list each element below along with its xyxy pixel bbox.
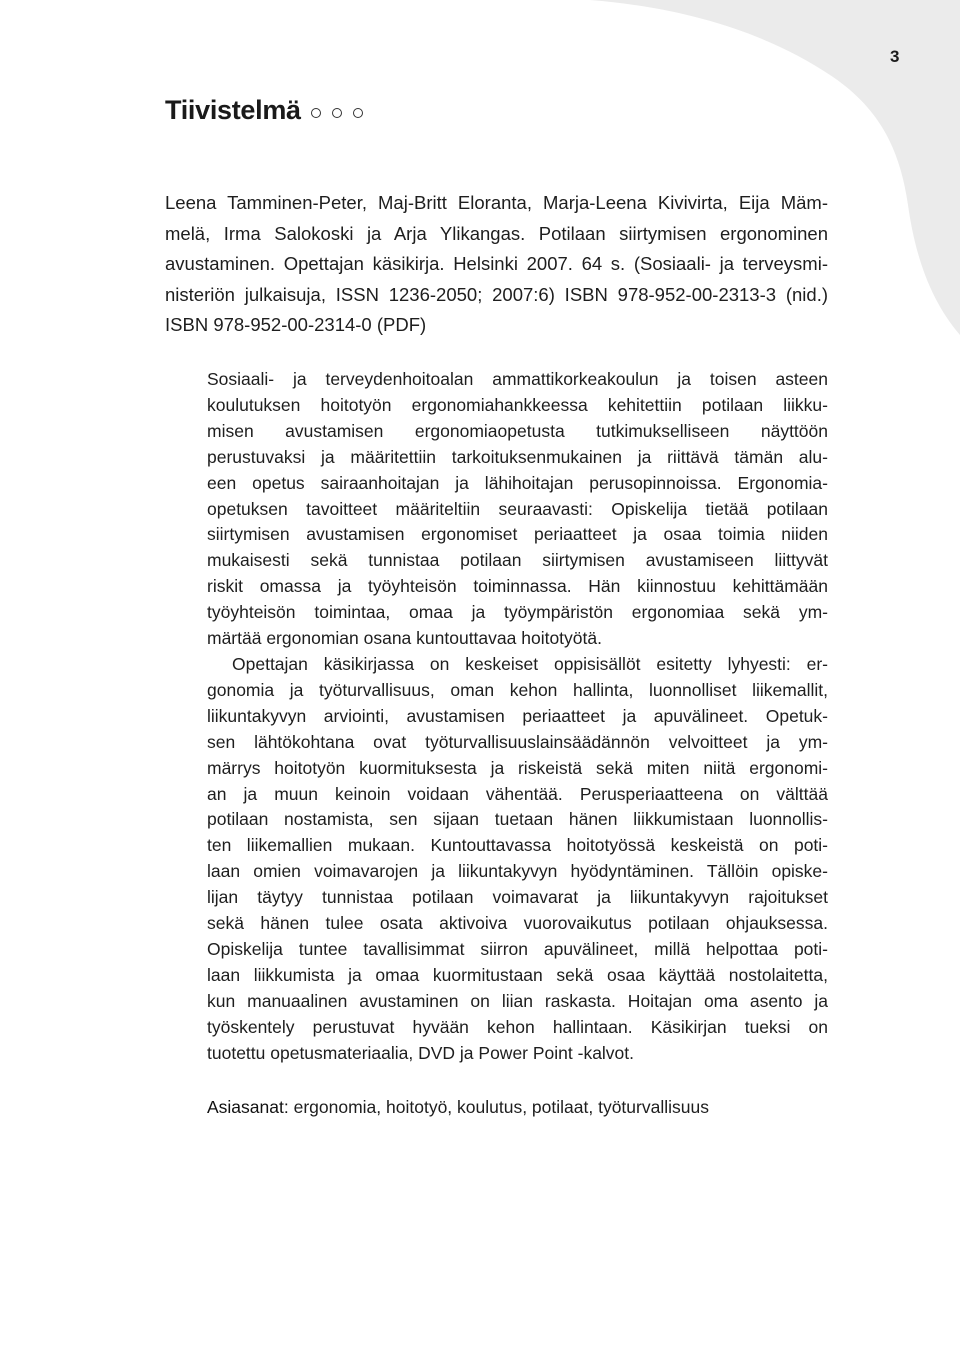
citation-line: melä, Irma Salokoski ja Arja Ylikangas. Potilaan siirtymisen ergonominen [165,222,828,244]
abstract-line: opetuksen tavoitteet määriteltiin seuraavasti: Opiskelija tietää potilaan [207,498,828,519]
citation-line: nisteriön julkaisuja, ISSN 1236-2050; 2007:6) ISBN 978-952-00-2313-3 (nid.) [165,283,828,305]
abstract-line: koulutuksen hoitotyön ergonomiahankkeessa kehitettiin potilaan liikku- [207,394,828,415]
page-number: 3 [890,47,900,66]
abstract-line: Sosiaali- ja terveydenhoitoalan ammattikorkeakoulun ja toisen asteen [207,369,828,389]
abstract-line: märrys hoitotyön kuormituksesta ja riskeistä sekä miten niitä ergonomi- [207,757,828,778]
title-row [165,93,363,127]
citation-line: avustaminen. Opettajan käsikirja. Helsinki 2007. 64 s. (Sosiaali- ja terveysmi- [165,253,828,274]
title-ornament-circle-icon [311,108,321,118]
title-ornament-circle-icon [332,108,342,118]
abstract-line: misen avustamisen ergonomiaopetusta tutkimukselliseen näyttöön [207,420,828,441]
abstract-line: työyhteisön toimintaa, omaa ja työympäristön ergonomiaa sekä ym- [207,602,828,623]
abstract-body [207,367,828,1066]
citation-line: ISBN 978-952-00-2314-0 (PDF) [165,314,427,335]
abstract-line: Opettajan käsikirjassa on keskeiset oppisisällöt esitetty lyhyesti: er- [232,653,828,674]
abstract-line: Opiskelija tuntee tavallisimmat siirron apuvälineet, millä helpottaa poti- [207,938,828,959]
bibliographic-citation [165,188,828,341]
abstract-line: liikuntakyvyn arviointi, avustamisen periaatteet ja apuvälineet. Opetuk- [207,705,828,726]
abstract-line: laan omien voimavarojen ja liikuntakyvyn hyödyntäminen. Tällöin opiske- [207,861,828,882]
abstract-line: lijan täytyy tunnistaa potilaan voimavarat ja liikuntakyvyn rajoitukset [207,887,828,908]
keywords [207,1094,828,1120]
abstract-line: sen lähtökohtana ovat työturvallisuuslainsäädännön velvoitteet ja ym- [207,731,828,752]
keywords-label: Asiasanat: [207,1097,289,1117]
citation-line: Leena Tamminen-Peter, Maj-Britt Eloranta, Marja-Leena Kivivirta, Eija Mäm- [165,192,828,213]
abstract-line: työskentely perustuvat hyvään kehon hallintaan. Käsikirjan tueksi on [207,1016,828,1037]
abstract-line: potilaan nostamista, sen sijaan tuetaan hänen liikkumistaan luonnollis- [207,809,828,830]
abstract-line: an ja muun keinoin voidaan vähentää. Perusperiaatteena on välttää [207,783,828,804]
keywords-value: ergonomia, hoitotyö, koulutus, potilaat, työturvallisuus [293,1097,709,1117]
page-title: Tiivistelmä [165,95,301,125]
abstract-line: ten liikemallien mukaan. Kuntouttavassa hoitotyössä keskeistä on poti- [207,835,828,856]
abstract-line: riskit omassa ja työyhteisön toiminnassa. Hän kiinnostuu kehittämään [207,576,828,597]
abstract-line: siirtymisen avustamisen ergonomiset periaatteet ja osaa toimia niiden [207,524,828,545]
abstract-line: gonomia ja työturvallisuus, oman kehon hallinta, luonnolliset liikemallit, [207,679,828,700]
abstract-line: mukaisesti sekä tunnistaa potilaan siirtymisen avustamiseen liittyvät [207,550,828,571]
abstract-line: een opetus sairaanhoitajan ja lähihoitajan perusopinnoissa. Ergonomia- [207,472,828,493]
abstract-line: sekä hänen tulee osata aktivoiva vuorovaikutus potilaan ohjauksessa. [207,913,828,934]
abstract-paragraph [207,652,828,1067]
title-ornament-circle-icon [353,108,363,118]
abstract-line: tuotettu opetusmateriaalia, DVD ja Power Point -kalvot. [207,1042,635,1063]
abstract-paragraph [207,367,828,652]
abstract-line: perustuvaksi ja määritettiin tarkoituksenmukainen ja riittävä tämän alu- [207,446,828,467]
abstract-line: kun manuaalinen avustaminen on liian raskasta. Hoitajan oma asento ja [207,990,828,1011]
abstract-line: märtää ergonomian osana kuntouttavaa hoitotyötä. [207,628,602,649]
abstract-line: laan liikkumista ja omaa kuormitustaan sekä osaa käyttää nostolaitetta, [207,964,828,985]
